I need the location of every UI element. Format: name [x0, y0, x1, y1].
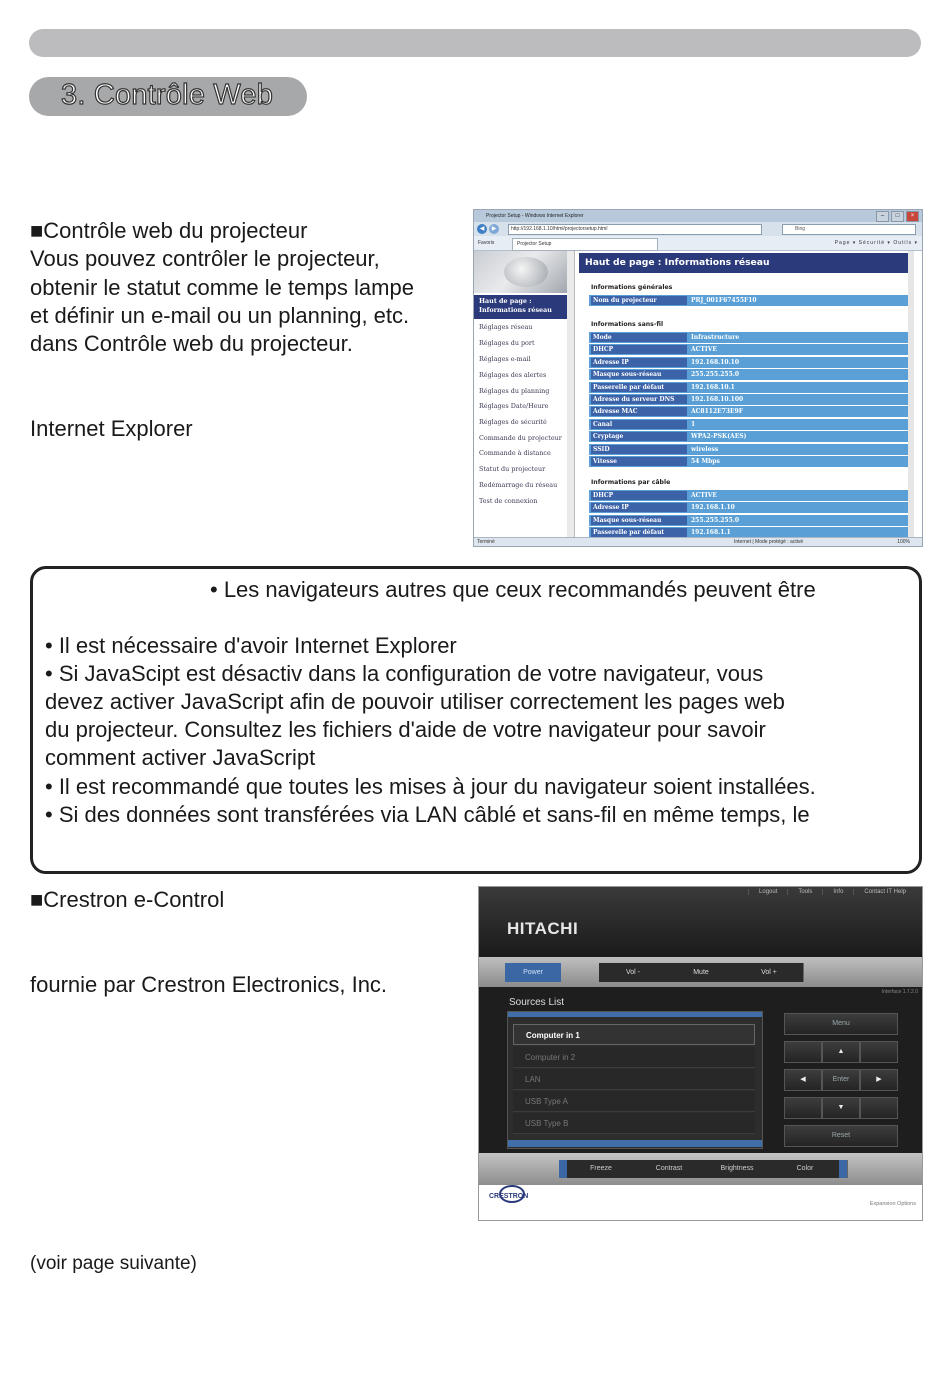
- vol-up-button[interactable]: Vol +: [735, 963, 804, 982]
- note-line: • Il est nécessaire d'avoir Internet Explorer: [45, 633, 457, 658]
- crestron-screenshot: [478, 886, 923, 1221]
- info-value: 192.168.1.1: [691, 529, 731, 537]
- image-control-bar: [479, 1153, 922, 1185]
- note-line: • Si des données sont transférées via LAN câblé et sans-fil en même temps, le: [45, 802, 810, 827]
- pad-blank: [860, 1097, 898, 1119]
- info-row: [589, 490, 914, 501]
- sidebar-item-network-info[interactable]: Haut de page : Informations réseau: [474, 295, 574, 319]
- ie-window-title: Projector Setup - Windows Internet Explorer: [486, 213, 584, 219]
- ie-tab-strip: [474, 236, 922, 251]
- sidebar-item-remote-control[interactable]: Commande à distance: [479, 449, 551, 457]
- security-zone: Internet | Mode protégé : activé: [734, 539, 804, 545]
- ie-toolbar-menus[interactable]: Page ▾ Sécurité ▾ Outils ▾: [834, 240, 918, 246]
- tools-link[interactable]: Tools: [787, 889, 822, 895]
- info-row: [589, 357, 914, 368]
- hitachi-logo: HITACHI: [507, 919, 579, 938]
- info-value: Infrastructure: [691, 334, 740, 341]
- info-value: WPA2-PSK(AES): [691, 433, 747, 441]
- crestron-heading: ■Crestron e-Control: [30, 887, 225, 912]
- info-value: AC8112E73E9F: [691, 408, 744, 416]
- maximize-icon[interactable]: □: [891, 211, 904, 222]
- info-value: 192.168.10.100: [691, 396, 744, 403]
- sidebar-item-network-settings[interactable]: Réglages réseau: [479, 323, 533, 331]
- continued-note: (voir page suivante): [30, 1253, 197, 1274]
- status-text: Terminé: [477, 539, 495, 545]
- info-key: SSID: [591, 445, 687, 454]
- forward-icon[interactable]: ▶: [489, 224, 499, 234]
- scroll-right-icon[interactable]: [839, 1160, 848, 1178]
- note-line: • Si JavaScipt est désactiv dans la configuration de votre navigateur, vous: [45, 661, 764, 686]
- info-key: Mode: [591, 333, 687, 342]
- source-item[interactable]: USB Type A: [513, 1091, 755, 1112]
- info-row: [589, 332, 914, 343]
- web-control-heading: ■Contrôle web du projecteur: [30, 218, 308, 243]
- top-decor-bar: [29, 29, 921, 57]
- info-row: [589, 502, 914, 513]
- reset-button[interactable]: Reset: [784, 1125, 898, 1147]
- pad-blank: [784, 1097, 822, 1119]
- source-item[interactable]: USB Type B: [513, 1113, 755, 1134]
- info-row: [589, 419, 914, 430]
- source-item[interactable]: LAN: [513, 1069, 755, 1090]
- source-item[interactable]: Computer in 2: [513, 1047, 755, 1068]
- info-key: Masque sous-réseau: [591, 516, 687, 525]
- note-line: devez activer JavaScript afin de pouvoir utiliser correctement les pages web: [45, 689, 785, 714]
- main-scrollbar[interactable]: [908, 251, 914, 537]
- crestron-footer: [479, 1185, 922, 1220]
- web-control-line: Vous pouvez contrôler le projecteur,: [30, 246, 380, 271]
- info-key: Vitesse: [591, 457, 687, 466]
- sidebar-item-email-settings[interactable]: Réglages e-mail: [479, 355, 531, 363]
- note-line: du projecteur. Consultez les fichiers d'aide de votre navigateur pour savoir: [45, 717, 766, 742]
- right-arrow-icon[interactable]: ▶: [860, 1069, 898, 1091]
- ie-main-content: [575, 251, 914, 537]
- control-bar: [479, 957, 922, 987]
- contact-it-help-link[interactable]: Contact IT Help: [853, 889, 916, 895]
- sidebar-item-port-settings[interactable]: Réglages du port: [479, 339, 535, 347]
- sources-list: [507, 1011, 763, 1149]
- scroll-up-bar[interactable]: [508, 1012, 762, 1017]
- info-link[interactable]: Info: [822, 889, 853, 895]
- wired-info-title: Informations par câble: [591, 479, 671, 486]
- close-icon[interactable]: ×: [906, 211, 919, 222]
- info-value: PRJ_001F67455F10: [691, 297, 757, 304]
- url-field[interactable]: http://192.168.1.10/html/projectorsetup.html: [508, 224, 762, 235]
- info-key: Masque sous-réseau: [591, 370, 687, 379]
- sources-list-label: Sources List: [509, 997, 565, 1008]
- vol-down-button[interactable]: Vol -: [599, 963, 668, 982]
- crestron-panel: [479, 987, 922, 1153]
- web-control-line: dans Contrôle web du projecteur.: [30, 331, 353, 356]
- up-arrow-icon[interactable]: ▲: [822, 1041, 860, 1063]
- pad-blank: [784, 1041, 822, 1063]
- notes-box: [30, 566, 922, 874]
- info-value: 192.168.10.10: [691, 358, 740, 366]
- info-value: ACTIVE: [691, 346, 717, 354]
- info-row: [589, 456, 914, 467]
- ie-screenshot: [473, 209, 923, 547]
- info-row: [589, 527, 914, 537]
- ie-page-body: [474, 251, 922, 537]
- ie-sidebar: [474, 251, 575, 537]
- sidebar-item-projector-status[interactable]: Statut du projecteur: [479, 465, 546, 473]
- tab-projector-setup[interactable]: Projector Setup: [512, 238, 658, 251]
- crestron-header: [479, 887, 922, 957]
- info-row: [589, 344, 914, 355]
- note-line: • Il est recommandé que toutes les mises à jour du navigateur soient installées.: [45, 774, 816, 799]
- info-key: DHCP: [591, 491, 687, 500]
- color-button[interactable]: Color: [771, 1160, 840, 1178]
- sidebar-item-security[interactable]: Réglages de sécurité: [479, 418, 547, 426]
- info-key: DHCP: [591, 345, 687, 354]
- minimize-icon[interactable]: –: [876, 211, 889, 222]
- section-title: 3. Contrôle Web: [61, 79, 274, 111]
- zoom-level[interactable]: 100%: [897, 539, 910, 545]
- sidebar-item-network-restart[interactable]: Redémarrage du réseau: [479, 481, 558, 489]
- power-button[interactable]: Power: [505, 963, 561, 982]
- left-arrow-icon[interactable]: ◀: [784, 1069, 822, 1091]
- interface-version: Interface 1.7.2.0: [881, 989, 918, 995]
- info-key: Passerelle par défaut: [591, 528, 687, 537]
- search-field[interactable]: Bing: [782, 224, 916, 235]
- ie-address-bar: [474, 222, 922, 236]
- source-item-selected[interactable]: Computer in 1: [513, 1024, 755, 1045]
- down-arrow-icon[interactable]: ▼: [822, 1097, 860, 1119]
- back-icon[interactable]: ◀: [477, 224, 487, 234]
- ie-title-bar: [474, 210, 922, 222]
- section-title-pill: [29, 77, 307, 116]
- info-value: ACTIVE: [691, 492, 717, 499]
- info-key: Adresse IP: [591, 358, 687, 367]
- info-row: [589, 382, 914, 393]
- pad-blank: [860, 1041, 898, 1063]
- crestron-logo: CRESTRON: [489, 1193, 529, 1200]
- info-row: [589, 431, 914, 442]
- info-row: [589, 444, 914, 455]
- header-links: [748, 889, 916, 895]
- info-value: 1: [691, 420, 696, 428]
- favorites-button[interactable]: Favoris: [478, 240, 495, 246]
- note-line: comment activer JavaScript: [45, 745, 316, 770]
- scroll-down-bar[interactable]: [508, 1140, 762, 1147]
- info-key: Cryptage: [591, 432, 687, 441]
- info-value: 192.168.1.10: [691, 504, 735, 512]
- info-value: 255.255.255.0: [691, 516, 740, 524]
- freeze-button[interactable]: Freeze: [567, 1160, 636, 1178]
- sidebar-item-date-time[interactable]: Réglages Date/Heure: [479, 402, 549, 410]
- info-row: [589, 515, 914, 526]
- sidebar-item-alert-settings[interactable]: Réglages des alertes: [479, 371, 547, 379]
- info-key: Canal: [591, 420, 687, 429]
- sidebar-item-projector-control[interactable]: Commande du projecteur: [479, 434, 562, 442]
- info-key: Adresse du serveur DNS: [591, 395, 687, 404]
- logout-link[interactable]: Logout: [748, 889, 787, 895]
- info-value: 192.168.10.1: [691, 383, 735, 391]
- crestron-provider: fournie par Crestron Electronics, Inc.: [30, 972, 388, 997]
- info-key: Nom du projecteur: [591, 296, 687, 305]
- browser-label: Internet Explorer: [30, 416, 193, 441]
- window-buttons: [876, 211, 919, 222]
- ie-status-bar: [474, 537, 922, 546]
- expansion-options-link[interactable]: Expansion Options: [869, 1201, 916, 1207]
- enter-button[interactable]: Enter: [822, 1069, 860, 1091]
- info-row: [589, 394, 914, 405]
- info-row: [589, 369, 914, 380]
- info-key: Passerelle par défaut: [591, 383, 687, 392]
- general-info-title: Informations générales: [591, 284, 673, 291]
- info-key: Adresse MAC: [591, 407, 687, 416]
- sidebar-item-connection-test[interactable]: Test de connexion: [479, 497, 538, 505]
- wireless-info-title: Informations sans-fil: [591, 321, 664, 328]
- projector-photo: [474, 251, 574, 293]
- page-header: Haut de page : Informations réseau: [579, 253, 914, 273]
- contrast-button[interactable]: Contrast: [635, 1160, 704, 1178]
- info-value: wireless: [691, 445, 719, 453]
- mute-button[interactable]: Mute: [667, 963, 736, 982]
- menu-button[interactable]: Menu: [784, 1013, 898, 1035]
- info-value: 54 Mbps: [691, 458, 720, 465]
- sidebar-item-schedule-settings[interactable]: Réglages du planning: [479, 387, 550, 395]
- info-value: 255.255.255.0: [691, 371, 740, 379]
- info-row: [589, 406, 914, 417]
- web-control-line: obtenir le statut comme le temps lampe: [30, 275, 414, 300]
- note-line: • Les navigateurs autres que ceux recommandés peuvent être: [210, 577, 816, 602]
- brightness-button[interactable]: Brightness: [703, 1160, 772, 1178]
- web-control-line: et définir un e-mail ou un planning, etc.: [30, 303, 410, 328]
- sidebar-scrollbar[interactable]: [567, 251, 574, 537]
- info-row: [589, 295, 914, 306]
- info-key: Adresse IP: [591, 503, 687, 512]
